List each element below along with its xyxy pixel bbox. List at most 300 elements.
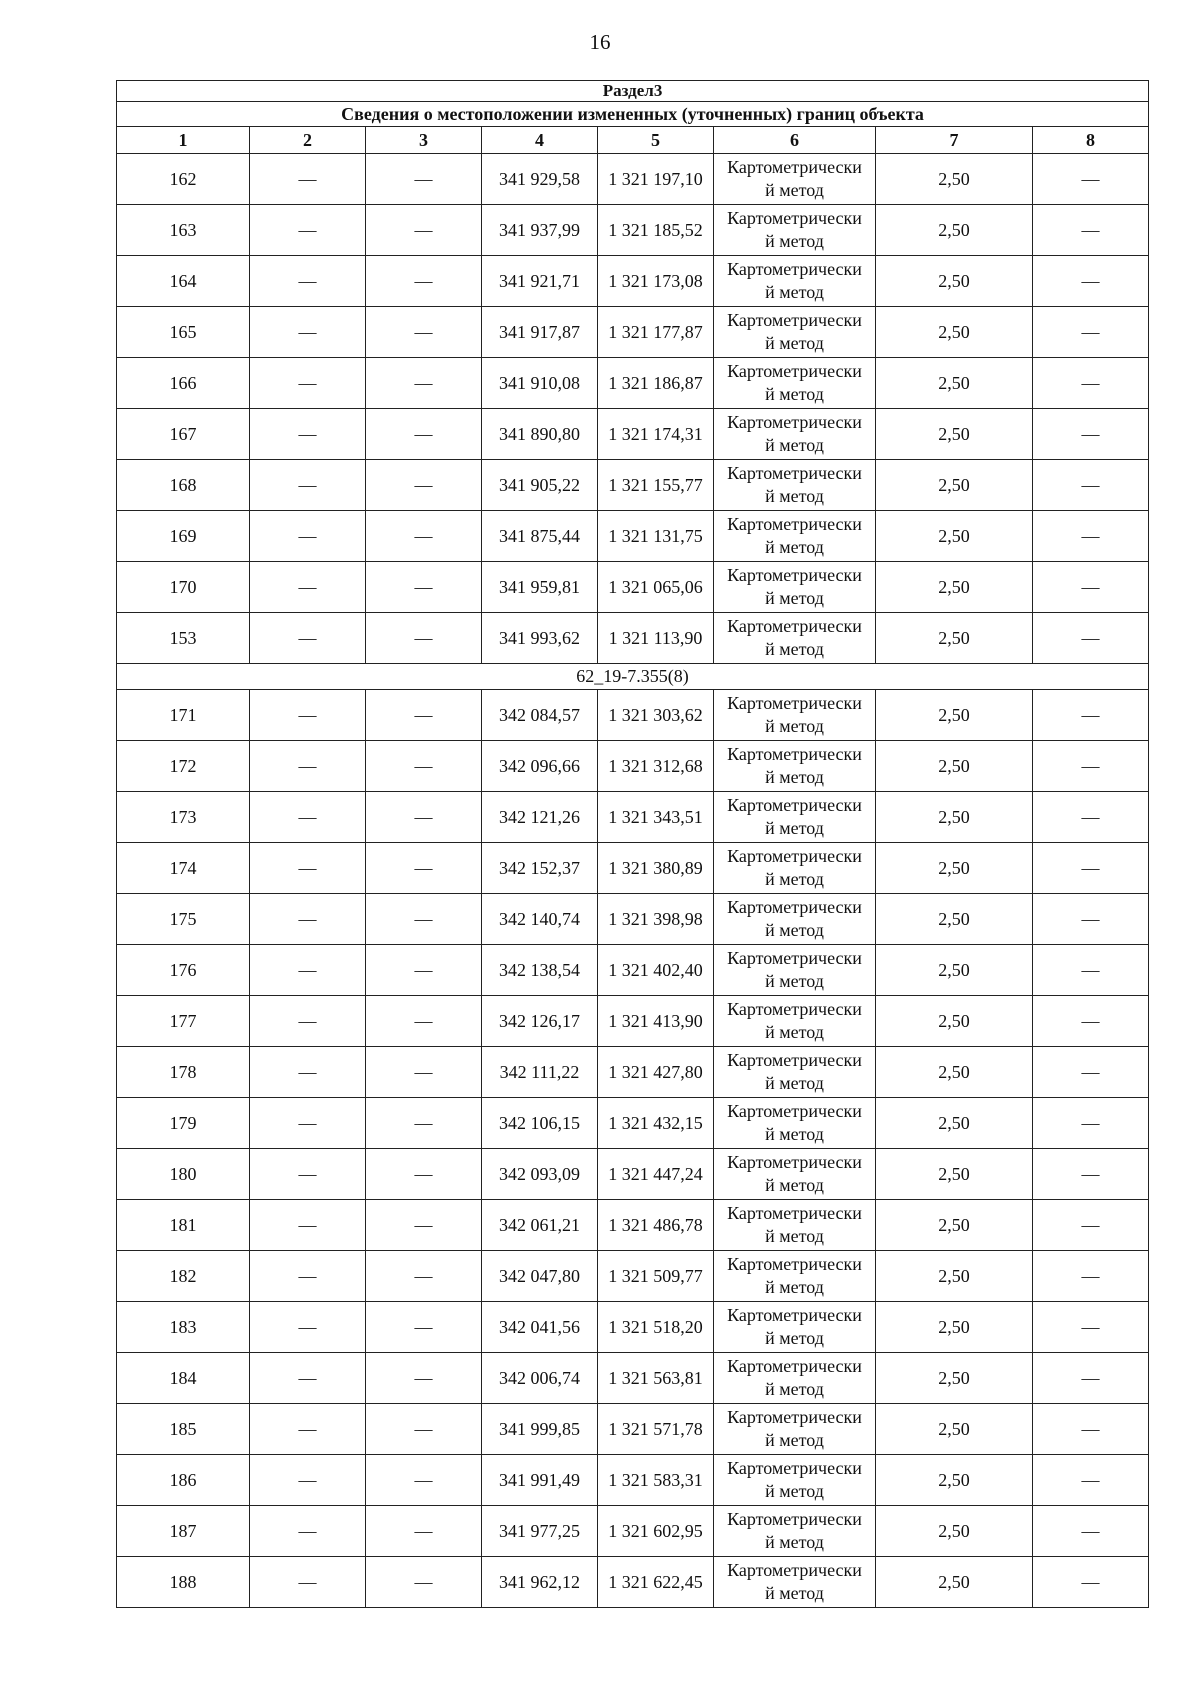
dash-cell: — [250, 1506, 366, 1557]
column-header: 4 [482, 127, 598, 154]
dash-cell: — [250, 1353, 366, 1404]
dash-cell: — [1033, 1302, 1149, 1353]
method-cell [714, 945, 876, 996]
method-text-line1: Картометрически [727, 1305, 862, 1325]
accuracy-cell: 2,50 [876, 1251, 1033, 1302]
x-coordinate-cell: 341 875,44 [482, 511, 598, 562]
page-number: 16 [589, 30, 611, 54]
dash-cell: — [1033, 843, 1149, 894]
method-cell [714, 741, 876, 792]
accuracy-cell: 2,50 [876, 1353, 1033, 1404]
x-coordinate-cell: 342 111,22 [482, 1047, 598, 1098]
method-text-line1: Картометрически [727, 412, 862, 432]
y-coordinate-cell: 1 321 583,31 [598, 1455, 714, 1506]
method-text-line2: й метод [765, 231, 824, 251]
method-cell [714, 690, 876, 741]
table-row [117, 1251, 1149, 1302]
method-cell [714, 1098, 876, 1149]
point-number-cell: 181 [117, 1200, 250, 1251]
y-coordinate-cell: 1 321 185,52 [598, 205, 714, 256]
accuracy-cell: 2,50 [876, 690, 1033, 741]
dash-cell: — [366, 1200, 482, 1251]
dash-cell: — [366, 409, 482, 460]
dash-cell: — [250, 154, 366, 205]
y-coordinate-cell: 1 321 518,20 [598, 1302, 714, 1353]
accuracy-cell: 2,50 [876, 154, 1033, 205]
x-coordinate-cell: 342 096,66 [482, 741, 598, 792]
table-row [117, 1149, 1149, 1200]
dash-cell: — [1033, 154, 1149, 205]
table-row [117, 741, 1149, 792]
dash-cell: — [366, 1557, 482, 1608]
y-coordinate-cell: 1 321 380,89 [598, 843, 714, 894]
dash-cell: — [250, 1302, 366, 1353]
method-cell [714, 562, 876, 613]
x-coordinate-cell: 341 977,25 [482, 1506, 598, 1557]
method-text-line2: й метод [765, 282, 824, 302]
point-number-cell: 162 [117, 154, 250, 205]
method-text-line2: й метод [765, 1226, 824, 1246]
y-coordinate-cell: 1 321 563,81 [598, 1353, 714, 1404]
x-coordinate-cell: 341 890,80 [482, 409, 598, 460]
method-text-line2: й метод [765, 1175, 824, 1195]
dash-cell: — [250, 307, 366, 358]
dash-cell: — [250, 945, 366, 996]
table-row [117, 996, 1149, 1047]
accuracy-cell: 2,50 [876, 792, 1033, 843]
x-coordinate-cell: 342 152,37 [482, 843, 598, 894]
accuracy-cell: 2,50 [876, 307, 1033, 358]
method-text-line2: й метод [765, 1124, 824, 1144]
column-header: 6 [714, 127, 876, 154]
method-cell [714, 205, 876, 256]
dash-cell: — [366, 894, 482, 945]
dash-cell: — [250, 741, 366, 792]
table-row [117, 1200, 1149, 1251]
dash-cell: — [366, 741, 482, 792]
column-header-row [117, 127, 1149, 154]
group-label: 62_19-7.355(8) [117, 664, 1149, 690]
x-coordinate-cell: 342 093,09 [482, 1149, 598, 1200]
y-coordinate-cell: 1 321 622,45 [598, 1557, 714, 1608]
dash-cell: — [1033, 205, 1149, 256]
y-coordinate-cell: 1 321 571,78 [598, 1404, 714, 1455]
accuracy-cell: 2,50 [876, 741, 1033, 792]
dash-cell: — [1033, 1455, 1149, 1506]
method-text-line1: Картометрически [727, 1458, 862, 1478]
dash-cell: — [366, 843, 482, 894]
dash-cell: — [366, 562, 482, 613]
table-row [117, 358, 1149, 409]
method-text-line1: Картометрически [727, 463, 862, 483]
x-coordinate-cell: 341 999,85 [482, 1404, 598, 1455]
method-text-line2: й метод [765, 1532, 824, 1552]
method-text-line2: й метод [765, 869, 824, 889]
dash-cell: — [1033, 945, 1149, 996]
x-coordinate-cell: 341 910,08 [482, 358, 598, 409]
y-coordinate-cell: 1 321 113,90 [598, 613, 714, 664]
accuracy-cell: 2,50 [876, 1557, 1033, 1608]
accuracy-cell: 2,50 [876, 996, 1033, 1047]
dash-cell: — [250, 1404, 366, 1455]
method-cell [714, 1302, 876, 1353]
method-text-line1: Картометрически [727, 999, 862, 1019]
table-row [117, 945, 1149, 996]
accuracy-cell: 2,50 [876, 945, 1033, 996]
point-number-cell: 182 [117, 1251, 250, 1302]
dash-cell: — [366, 154, 482, 205]
method-text-line2: й метод [765, 1277, 824, 1297]
y-coordinate-cell: 1 321 447,24 [598, 1149, 714, 1200]
table-row [117, 1506, 1149, 1557]
x-coordinate-cell: 342 084,57 [482, 690, 598, 741]
x-coordinate-cell: 341 993,62 [482, 613, 598, 664]
dash-cell: — [366, 945, 482, 996]
dash-cell: — [366, 307, 482, 358]
dash-cell: — [366, 358, 482, 409]
method-text-line1: Картометрически [727, 1509, 862, 1529]
point-number-cell: 186 [117, 1455, 250, 1506]
y-coordinate-cell: 1 321 402,40 [598, 945, 714, 996]
point-number-cell: 165 [117, 307, 250, 358]
method-text-line1: Картометрически [727, 1101, 862, 1121]
table-row [117, 1047, 1149, 1098]
accuracy-cell: 2,50 [876, 358, 1033, 409]
method-text-line2: й метод [765, 486, 824, 506]
dash-cell: — [1033, 1047, 1149, 1098]
dash-cell: — [366, 1506, 482, 1557]
point-number-cell: 178 [117, 1047, 250, 1098]
method-text-line1: Картометрически [727, 616, 862, 636]
y-coordinate-cell: 1 321 427,80 [598, 1047, 714, 1098]
accuracy-cell: 2,50 [876, 1455, 1033, 1506]
x-coordinate-cell: 342 106,15 [482, 1098, 598, 1149]
column-header: 2 [250, 127, 366, 154]
method-text-line1: Картометрически [727, 208, 862, 228]
accuracy-cell: 2,50 [876, 1404, 1033, 1455]
x-coordinate-cell: 341 962,12 [482, 1557, 598, 1608]
dash-cell: — [1033, 256, 1149, 307]
method-text-line2: й метод [765, 1430, 824, 1450]
method-text-line1: Картометрически [727, 565, 862, 585]
dash-cell: — [366, 205, 482, 256]
y-coordinate-cell: 1 321 486,78 [598, 1200, 714, 1251]
table-row [117, 792, 1149, 843]
dash-cell: — [250, 1098, 366, 1149]
dash-cell: — [1033, 1251, 1149, 1302]
method-cell [714, 460, 876, 511]
method-text-line2: й метод [765, 716, 824, 736]
dash-cell: — [250, 1149, 366, 1200]
dash-cell: — [250, 205, 366, 256]
method-cell [714, 1557, 876, 1608]
y-coordinate-cell: 1 321 173,08 [598, 256, 714, 307]
point-number-cell: 172 [117, 741, 250, 792]
method-text-line1: Картометрически [727, 361, 862, 381]
x-coordinate-cell: 342 121,26 [482, 792, 598, 843]
point-number-cell: 185 [117, 1404, 250, 1455]
y-coordinate-cell: 1 321 155,77 [598, 460, 714, 511]
y-coordinate-cell: 1 321 177,87 [598, 307, 714, 358]
table-row [117, 690, 1149, 741]
table-row [117, 613, 1149, 664]
dash-cell: — [366, 256, 482, 307]
accuracy-cell: 2,50 [876, 1098, 1033, 1149]
column-header: 5 [598, 127, 714, 154]
method-text-line2: й метод [765, 1481, 824, 1501]
x-coordinate-cell: 342 140,74 [482, 894, 598, 945]
table-row [117, 562, 1149, 613]
point-number-cell: 168 [117, 460, 250, 511]
dash-cell: — [366, 1098, 482, 1149]
point-number-cell: 179 [117, 1098, 250, 1149]
point-number-cell: 166 [117, 358, 250, 409]
method-cell [714, 409, 876, 460]
point-number-cell: 187 [117, 1506, 250, 1557]
dash-cell: — [250, 562, 366, 613]
y-coordinate-cell: 1 321 186,87 [598, 358, 714, 409]
y-coordinate-cell: 1 321 131,75 [598, 511, 714, 562]
dash-cell: — [366, 460, 482, 511]
point-number-cell: 163 [117, 205, 250, 256]
dash-cell: — [366, 1302, 482, 1353]
method-text-line2: й метод [765, 1073, 824, 1093]
method-text-line2: й метод [765, 1022, 824, 1042]
dash-cell: — [250, 690, 366, 741]
point-number-cell: 175 [117, 894, 250, 945]
dash-cell: — [1033, 1149, 1149, 1200]
method-text-line2: й метод [765, 537, 824, 557]
y-coordinate-cell: 1 321 432,15 [598, 1098, 714, 1149]
dash-cell: — [250, 792, 366, 843]
y-coordinate-cell: 1 321 065,06 [598, 562, 714, 613]
x-coordinate-cell: 341 921,71 [482, 256, 598, 307]
point-number-cell: 177 [117, 996, 250, 1047]
dash-cell: — [1033, 1098, 1149, 1149]
method-text-line1: Картометрически [727, 1203, 862, 1223]
method-cell [714, 1251, 876, 1302]
table-row [117, 894, 1149, 945]
method-cell [714, 154, 876, 205]
group-row [117, 664, 1149, 690]
y-coordinate-cell: 1 321 398,98 [598, 894, 714, 945]
method-text-line1: Картометрически [727, 157, 862, 177]
method-text-line1: Картометрически [727, 1560, 862, 1580]
table-row [117, 205, 1149, 256]
method-cell [714, 613, 876, 664]
y-coordinate-cell: 1 321 312,68 [598, 741, 714, 792]
accuracy-cell: 2,50 [876, 205, 1033, 256]
accuracy-cell: 2,50 [876, 843, 1033, 894]
dash-cell: — [1033, 1557, 1149, 1608]
table-row [117, 843, 1149, 894]
method-text-line2: й метод [765, 1379, 824, 1399]
column-header: 3 [366, 127, 482, 154]
accuracy-cell: 2,50 [876, 460, 1033, 511]
accuracy-cell: 2,50 [876, 1506, 1033, 1557]
method-text-line1: Картометрически [727, 948, 862, 968]
method-cell [714, 307, 876, 358]
point-number-cell: 188 [117, 1557, 250, 1608]
method-text-line2: й метод [765, 1328, 824, 1348]
method-text-line1: Картометрически [727, 1050, 862, 1070]
y-coordinate-cell: 1 321 343,51 [598, 792, 714, 843]
y-coordinate-cell: 1 321 413,90 [598, 996, 714, 1047]
method-cell [714, 996, 876, 1047]
dash-cell: — [250, 1557, 366, 1608]
method-text-line1: Картометрически [727, 1407, 862, 1427]
y-coordinate-cell: 1 321 303,62 [598, 690, 714, 741]
point-number-cell: 173 [117, 792, 250, 843]
method-text-line2: й метод [765, 920, 824, 940]
method-text-line1: Картометрически [727, 744, 862, 764]
dash-cell: — [1033, 1506, 1149, 1557]
dash-cell: — [250, 843, 366, 894]
point-number-cell: 183 [117, 1302, 250, 1353]
table-row [117, 1353, 1149, 1404]
column-header: 7 [876, 127, 1033, 154]
x-coordinate-cell: 341 959,81 [482, 562, 598, 613]
dash-cell: — [366, 1404, 482, 1455]
x-coordinate-cell: 342 041,56 [482, 1302, 598, 1353]
x-coordinate-cell: 342 126,17 [482, 996, 598, 1047]
dash-cell: — [1033, 307, 1149, 358]
point-number-cell: 174 [117, 843, 250, 894]
method-text-line2: й метод [765, 639, 824, 659]
method-cell [714, 256, 876, 307]
x-coordinate-cell: 341 929,58 [482, 154, 598, 205]
dash-cell: — [250, 1455, 366, 1506]
dash-cell: — [366, 613, 482, 664]
dash-cell: — [366, 1353, 482, 1404]
dash-cell: — [1033, 409, 1149, 460]
method-text-line1: Картометрически [727, 259, 862, 279]
dash-cell: — [250, 409, 366, 460]
dash-cell: — [366, 690, 482, 741]
method-cell [714, 1353, 876, 1404]
y-coordinate-cell: 1 321 174,31 [598, 409, 714, 460]
table-row [117, 256, 1149, 307]
table-row [117, 511, 1149, 562]
accuracy-cell: 2,50 [876, 1302, 1033, 1353]
method-cell [714, 792, 876, 843]
method-cell [714, 1506, 876, 1557]
method-text-line2: й метод [765, 333, 824, 353]
boundary-table [116, 80, 1149, 1608]
y-coordinate-cell: 1 321 197,10 [598, 154, 714, 205]
dash-cell: — [1033, 996, 1149, 1047]
method-cell [714, 1404, 876, 1455]
accuracy-cell: 2,50 [876, 409, 1033, 460]
dash-cell: — [250, 613, 366, 664]
accuracy-cell: 2,50 [876, 894, 1033, 945]
table-row [117, 460, 1149, 511]
table-row [117, 1302, 1149, 1353]
table-row [117, 1557, 1149, 1608]
y-coordinate-cell: 1 321 602,95 [598, 1506, 714, 1557]
method-cell [714, 843, 876, 894]
method-cell [714, 1047, 876, 1098]
table-row [117, 307, 1149, 358]
dash-cell: — [250, 511, 366, 562]
method-text-line1: Картометрически [727, 310, 862, 330]
dash-cell: — [1033, 1353, 1149, 1404]
method-text-line1: Картометрически [727, 693, 862, 713]
y-coordinate-cell: 1 321 509,77 [598, 1251, 714, 1302]
accuracy-cell: 2,50 [876, 1200, 1033, 1251]
dash-cell: — [1033, 1200, 1149, 1251]
dash-cell: — [366, 1149, 482, 1200]
table-row [117, 1404, 1149, 1455]
table-row [117, 409, 1149, 460]
x-coordinate-cell: 341 905,22 [482, 460, 598, 511]
method-text-line1: Картометрически [727, 846, 862, 866]
method-text-line2: й метод [765, 180, 824, 200]
dash-cell: — [1033, 460, 1149, 511]
method-cell [714, 1149, 876, 1200]
method-text-line2: й метод [765, 588, 824, 608]
dash-cell: — [1033, 358, 1149, 409]
dash-cell: — [366, 996, 482, 1047]
table-row [117, 1455, 1149, 1506]
dash-cell: — [1033, 1404, 1149, 1455]
x-coordinate-cell: 341 991,49 [482, 1455, 598, 1506]
column-header: 8 [1033, 127, 1149, 154]
table-row [117, 1098, 1149, 1149]
method-cell [714, 358, 876, 409]
dash-cell: — [250, 996, 366, 1047]
point-number-cell: 176 [117, 945, 250, 996]
dash-cell: — [1033, 511, 1149, 562]
method-text-line2: й метод [765, 971, 824, 991]
table-title: Сведения о местоположении измененных (уточненных) границ объекта [117, 102, 1149, 127]
method-text-line2: й метод [765, 384, 824, 404]
point-number-cell: 171 [117, 690, 250, 741]
dash-cell: — [250, 1200, 366, 1251]
method-text-line1: Картометрически [727, 514, 862, 534]
dash-cell: — [250, 358, 366, 409]
accuracy-cell: 2,50 [876, 1047, 1033, 1098]
method-cell [714, 1455, 876, 1506]
point-number-cell: 164 [117, 256, 250, 307]
dash-cell: — [250, 256, 366, 307]
method-text-line1: Картометрически [727, 897, 862, 917]
method-text-line2: й метод [765, 767, 824, 787]
accuracy-cell: 2,50 [876, 613, 1033, 664]
x-coordinate-cell: 341 917,87 [482, 307, 598, 358]
column-header: 1 [117, 127, 250, 154]
dash-cell: — [366, 1251, 482, 1302]
method-cell [714, 894, 876, 945]
dash-cell: — [1033, 792, 1149, 843]
dash-cell: — [250, 1047, 366, 1098]
accuracy-cell: 2,50 [876, 1149, 1033, 1200]
section-heading: Раздел3 [117, 81, 1149, 102]
point-number-cell: 180 [117, 1149, 250, 1200]
method-text-line1: Картометрически [727, 1254, 862, 1274]
x-coordinate-cell: 341 937,99 [482, 205, 598, 256]
accuracy-cell: 2,50 [876, 511, 1033, 562]
method-text-line1: Картометрически [727, 795, 862, 815]
method-text-line2: й метод [765, 435, 824, 455]
point-number-cell: 170 [117, 562, 250, 613]
dash-cell: — [250, 1251, 366, 1302]
dash-cell: — [366, 511, 482, 562]
dash-cell: — [250, 894, 366, 945]
dash-cell: — [1033, 894, 1149, 945]
method-text-line2: й метод [765, 1583, 824, 1603]
x-coordinate-cell: 342 047,80 [482, 1251, 598, 1302]
